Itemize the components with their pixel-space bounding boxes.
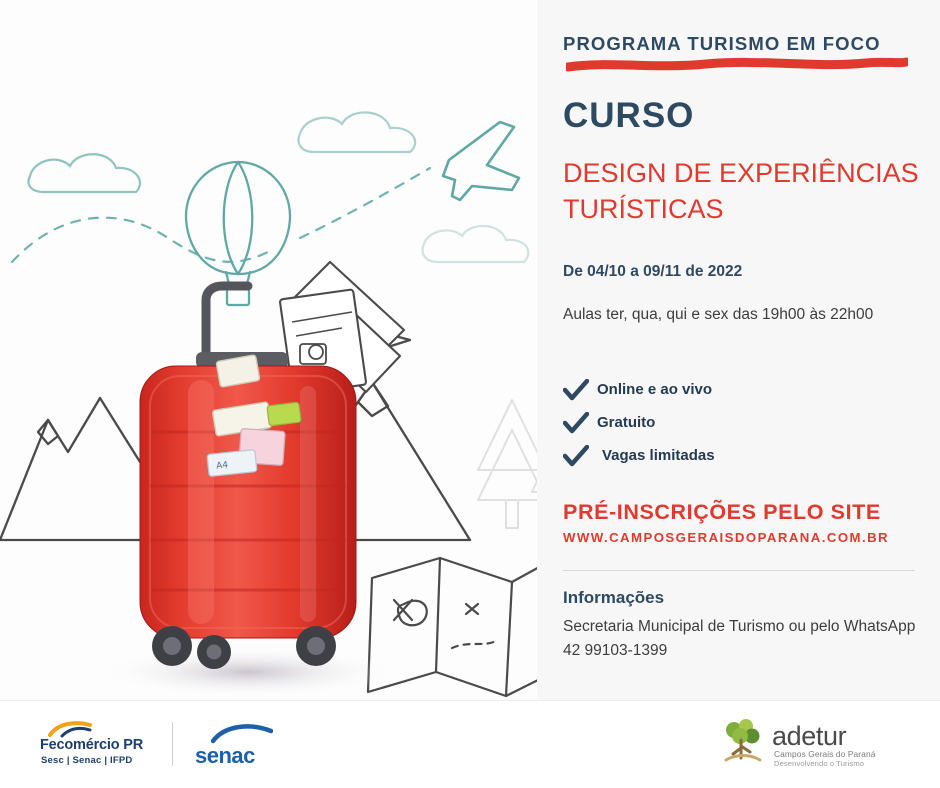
suitcase-shadow [98,646,398,698]
footer-divider [172,722,173,766]
information-body: Secretaria Municipal de Turismo ou pelo WhatsApp 42 99103-1399 [563,618,916,660]
senac-name: senac [195,743,255,768]
course-schedule: Aulas ter, qua, qui e sex das 19h00 às 22h00 [563,306,874,323]
check-icon [563,445,597,467]
list-item [563,373,923,406]
list-item-label: Gratuito [597,414,656,431]
course-name-line-1: DESIGN DE EXPERIÊNCIAS [563,158,919,188]
info-panel [537,0,940,700]
program-title: PROGRAMA TURISMO EM FOCO [563,33,881,54]
list-item [563,406,923,439]
adetur-logo [772,713,898,771]
course-kicker: CURSO [563,96,695,135]
footer-logos-left [40,717,292,771]
registration-cta: PRÉ-INSCRIÇÕES PELO SITE [563,500,881,524]
course-dates: De 04/10 a 09/11 de 2022 [563,263,743,280]
adetur-sub2: Desenvolvendo o Turismo [774,759,865,768]
footer [0,700,940,788]
check-icon [563,412,597,434]
check-icon [563,379,597,401]
fecomercio-sub: Sesc | Senac | IFPD [41,755,133,766]
divider [563,570,915,571]
information-heading: Informações [563,588,665,607]
svg-text:A4: A4 [215,460,229,472]
red-brush-underline-icon [566,56,908,72]
adetur-tree-icon [720,716,764,768]
list-item-label: Online e ao vivo [597,381,713,398]
feature-list [563,373,923,472]
list-item [563,439,923,472]
course-name [563,155,938,228]
list-item-label: Vagas limitadas [602,447,715,464]
course-name-line-2: TURÍSTICAS [563,194,724,225]
footer-logos-right [720,713,898,771]
fecomercio-swoosh-icon [48,719,92,739]
fecomercio-logo [40,717,158,771]
senac-logo [187,717,292,771]
adetur-sub1: Campos Gerais do Paraná [774,749,876,759]
registration-website-link[interactable]: WWW.CAMPOSGERAISDOPARANA.COM.BR [563,530,890,545]
adetur-name: adetur [772,721,847,751]
fecomercio-name: Fecomércio PR [40,737,143,753]
senac-swoosh-icon [211,723,273,745]
